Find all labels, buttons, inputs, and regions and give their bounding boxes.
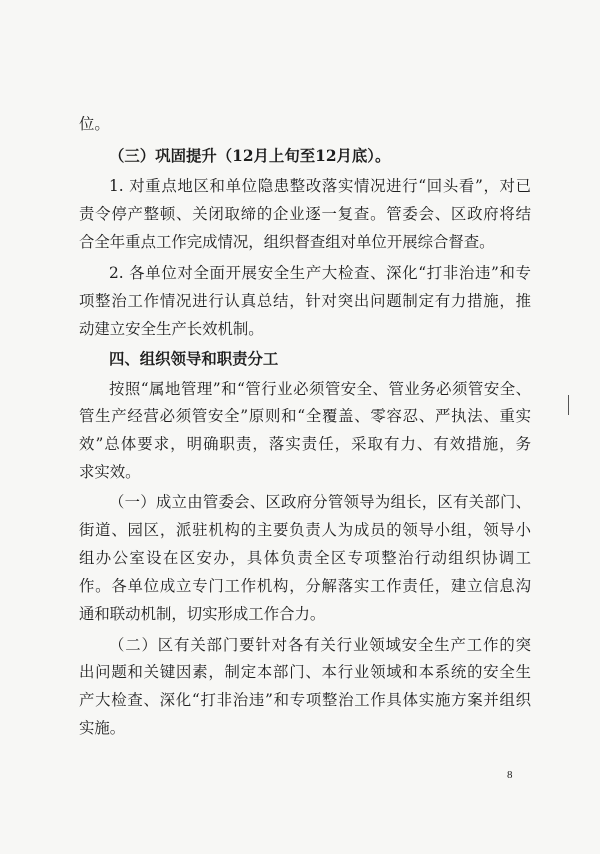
text-line: 位。 — [79, 115, 110, 133]
text-line: 通和联动机制，切实形成工作合力。 — [79, 605, 326, 623]
text-line: 街道、园区，派驻机构的主要负责人为成员的领导小组，领导小 — [79, 521, 531, 539]
page-number: 8 — [507, 769, 513, 781]
text-line: （一）成立由管委会、区政府分管领导为组长，区有关部门、 — [109, 493, 531, 511]
text-line: （三）巩固提升（12月上旬至12月底）。 — [109, 147, 391, 165]
text-line: 求实效。 — [79, 463, 141, 481]
text-line: 责令停产整顿、关闭取缔的企业逐一复查。管委会、区政府将结 — [79, 205, 531, 223]
text-line: 2. 各单位对全面开展安全生产大检查、深化“打非治违”和专 — [109, 264, 531, 282]
text-line: 管生产经营必须管安全”原则和“全覆盖、零容忍、严执法、重实 — [79, 407, 531, 425]
margin-mark — [568, 395, 569, 415]
text-line: 作。各单位成立专门工作机构，分解落实工作责任，建立信息沟 — [79, 577, 531, 595]
text-line: 按照“属地管理”和“管行业必须管安全、管业务必须管安全、 — [109, 380, 531, 398]
text-line: 产大检查、深化“打非治违”和专项整治工作具体实施方案并组织 — [79, 691, 531, 709]
text-line: （二）区有关部门要针对各有关行业领域安全生产工作的突 — [109, 636, 531, 654]
text-line: 出问题和关键因素，制定本部门、本行业领域和本系统的安全生 — [79, 663, 531, 681]
text-line: 合全年重点工作完成情况，组织督查组对单位开展综合督查。 — [79, 233, 495, 251]
text-line: 项整治工作情况进行认真总结，针对突出问题制定有力措施，推 — [79, 292, 531, 310]
text-line: 效”总体要求，明确职责，落实责任，采取有力、有效措施，务 — [79, 435, 531, 453]
text-line: 实施。 — [79, 719, 126, 737]
text-line: 四、组织领导和职责分工 — [109, 350, 279, 368]
text-line: 1. 对重点地区和单位隐患整改落实情况进行“回头看”，对已 — [109, 177, 531, 195]
text-line: 组办公室设在区安办，具体负责全区专项整治行动组织协调工 — [79, 549, 531, 567]
text-line: 动建立安全生产长效机制。 — [79, 320, 264, 338]
